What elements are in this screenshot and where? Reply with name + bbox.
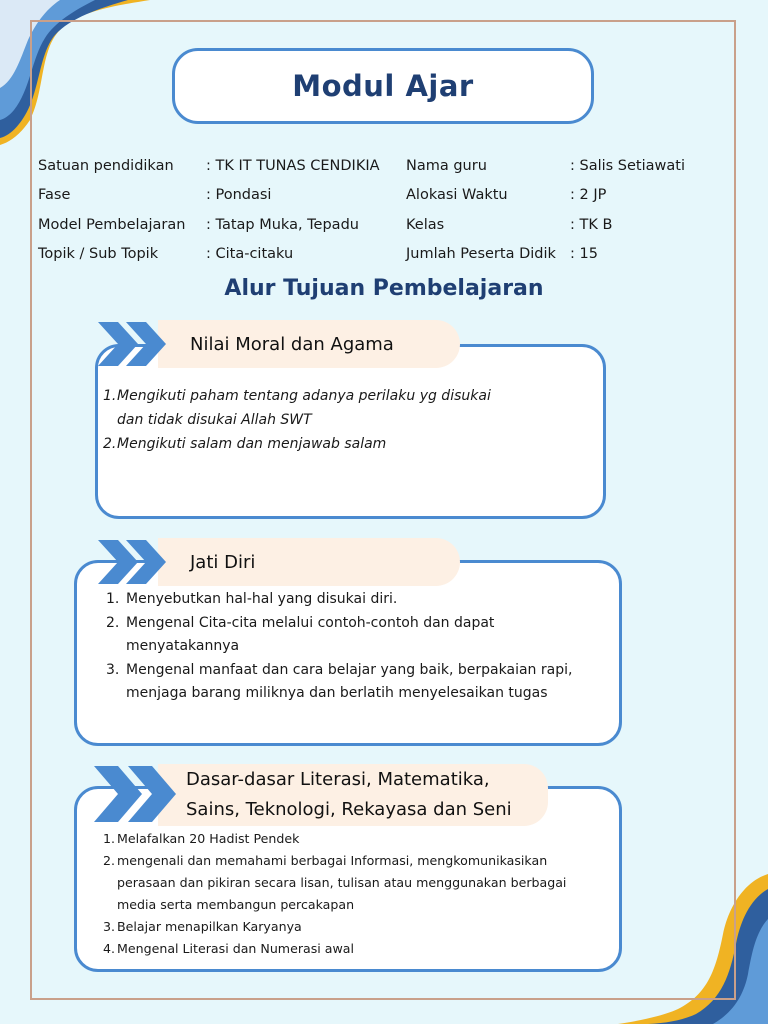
list-item [106,659,596,706]
info-key: Alokasi Waktu [406,187,508,204]
info-key: Fase [38,187,71,204]
info-value: : Pondasi [206,187,272,204]
info-key: Topik / Sub Topik [38,245,159,262]
info-row [406,181,685,210]
list-item [103,432,503,456]
section-title: Jati Diri [190,551,256,573]
page-title: Modul Ajar [292,69,474,103]
list-item [103,916,593,938]
list-number: 1. [103,831,116,846]
section-title-pill [158,320,460,368]
list-number: 2. [103,436,117,452]
list-number: 1. [106,591,120,607]
info-value: : TK B [570,216,613,233]
info-row [38,152,380,181]
section-heading: Alur Tujuan Pembelajaran [224,276,544,301]
section-title-line1: Dasar-dasar Literasi, Matematika, [186,769,490,790]
list-item [106,612,596,659]
section-list [106,588,596,706]
info-row [38,211,380,240]
list-text: mengenali dan memahami berbagai Informasi, mengkomunikasikan perasaan dan pikiran secara lisan, tulisan atau menggunakan berbagai media serta membangun percakapan [117,853,567,912]
info-value: : Cita-citaku [206,245,294,262]
info-key: Kelas [406,216,445,233]
info-right-column [406,152,685,269]
list-text: Mengenal manfaat dan cara belajar yang baik, berpakaian rapi, menjaga barang miliknya dan berlatih menyelesaikan tugas [126,661,573,701]
info-value: : 15 [570,245,598,262]
list-text: Belajar menapilkan Karyanya [117,919,302,934]
info-value: : TK IT TUNAS CENDIKIA [206,158,380,174]
section-title-pill [158,538,460,586]
info-row [406,152,685,181]
list-text: Mengenal Cita-cita melalui contoh-contoh dan dapat menyatakannya [126,614,495,654]
list-text: Mengenal Literasi dan Numerasi awal [117,941,355,956]
title-box [172,48,594,124]
list-item [106,588,596,612]
info-value: : Tatap Muka, Tepadu [206,216,359,233]
info-row [38,240,380,269]
info-value: : Salis Setiawati [570,158,685,174]
section-title-line2: Sains, Teknologi, Rekayasa dan Seni [186,799,512,820]
list-text: Mengikuti salam dan menjawab salam [117,436,387,452]
info-value: : 2 JP [570,187,607,204]
info-key: Satuan pendidikan [38,158,174,174]
info-key: Jumlah Peserta Didik [406,245,556,262]
list-text: Melafalkan 20 Hadist Pendek [117,831,300,846]
list-number: 3. [103,919,116,934]
list-number: 2. [103,853,116,868]
list-text: Mengikuti paham tentang adanya perilaku yg disukai dan tidak disukai Allah SWT [117,388,491,428]
list-number: 1. [103,388,117,404]
list-number: 3. [106,661,120,678]
info-row [406,211,685,240]
list-item [103,828,593,850]
list-item [103,850,593,916]
list-item [103,938,593,960]
section-list [103,828,593,960]
list-number: 2. [106,614,120,631]
double-chevron-icon [92,764,180,824]
section-list [103,384,503,456]
list-item [103,384,503,432]
double-chevron-icon [96,538,172,586]
info-left-column [38,152,380,269]
list-number: 4. [103,941,116,956]
info-row [406,240,685,269]
section-title-pill [158,764,548,826]
list-text: Menyebutkan hal-hal yang disukai diri. [126,591,398,607]
section-title: Nilai Moral dan Agama [190,333,394,355]
info-row [38,181,380,210]
info-key: Model Pembelajaran [38,216,186,233]
double-chevron-icon [96,320,172,368]
info-key: Nama guru [406,158,487,174]
